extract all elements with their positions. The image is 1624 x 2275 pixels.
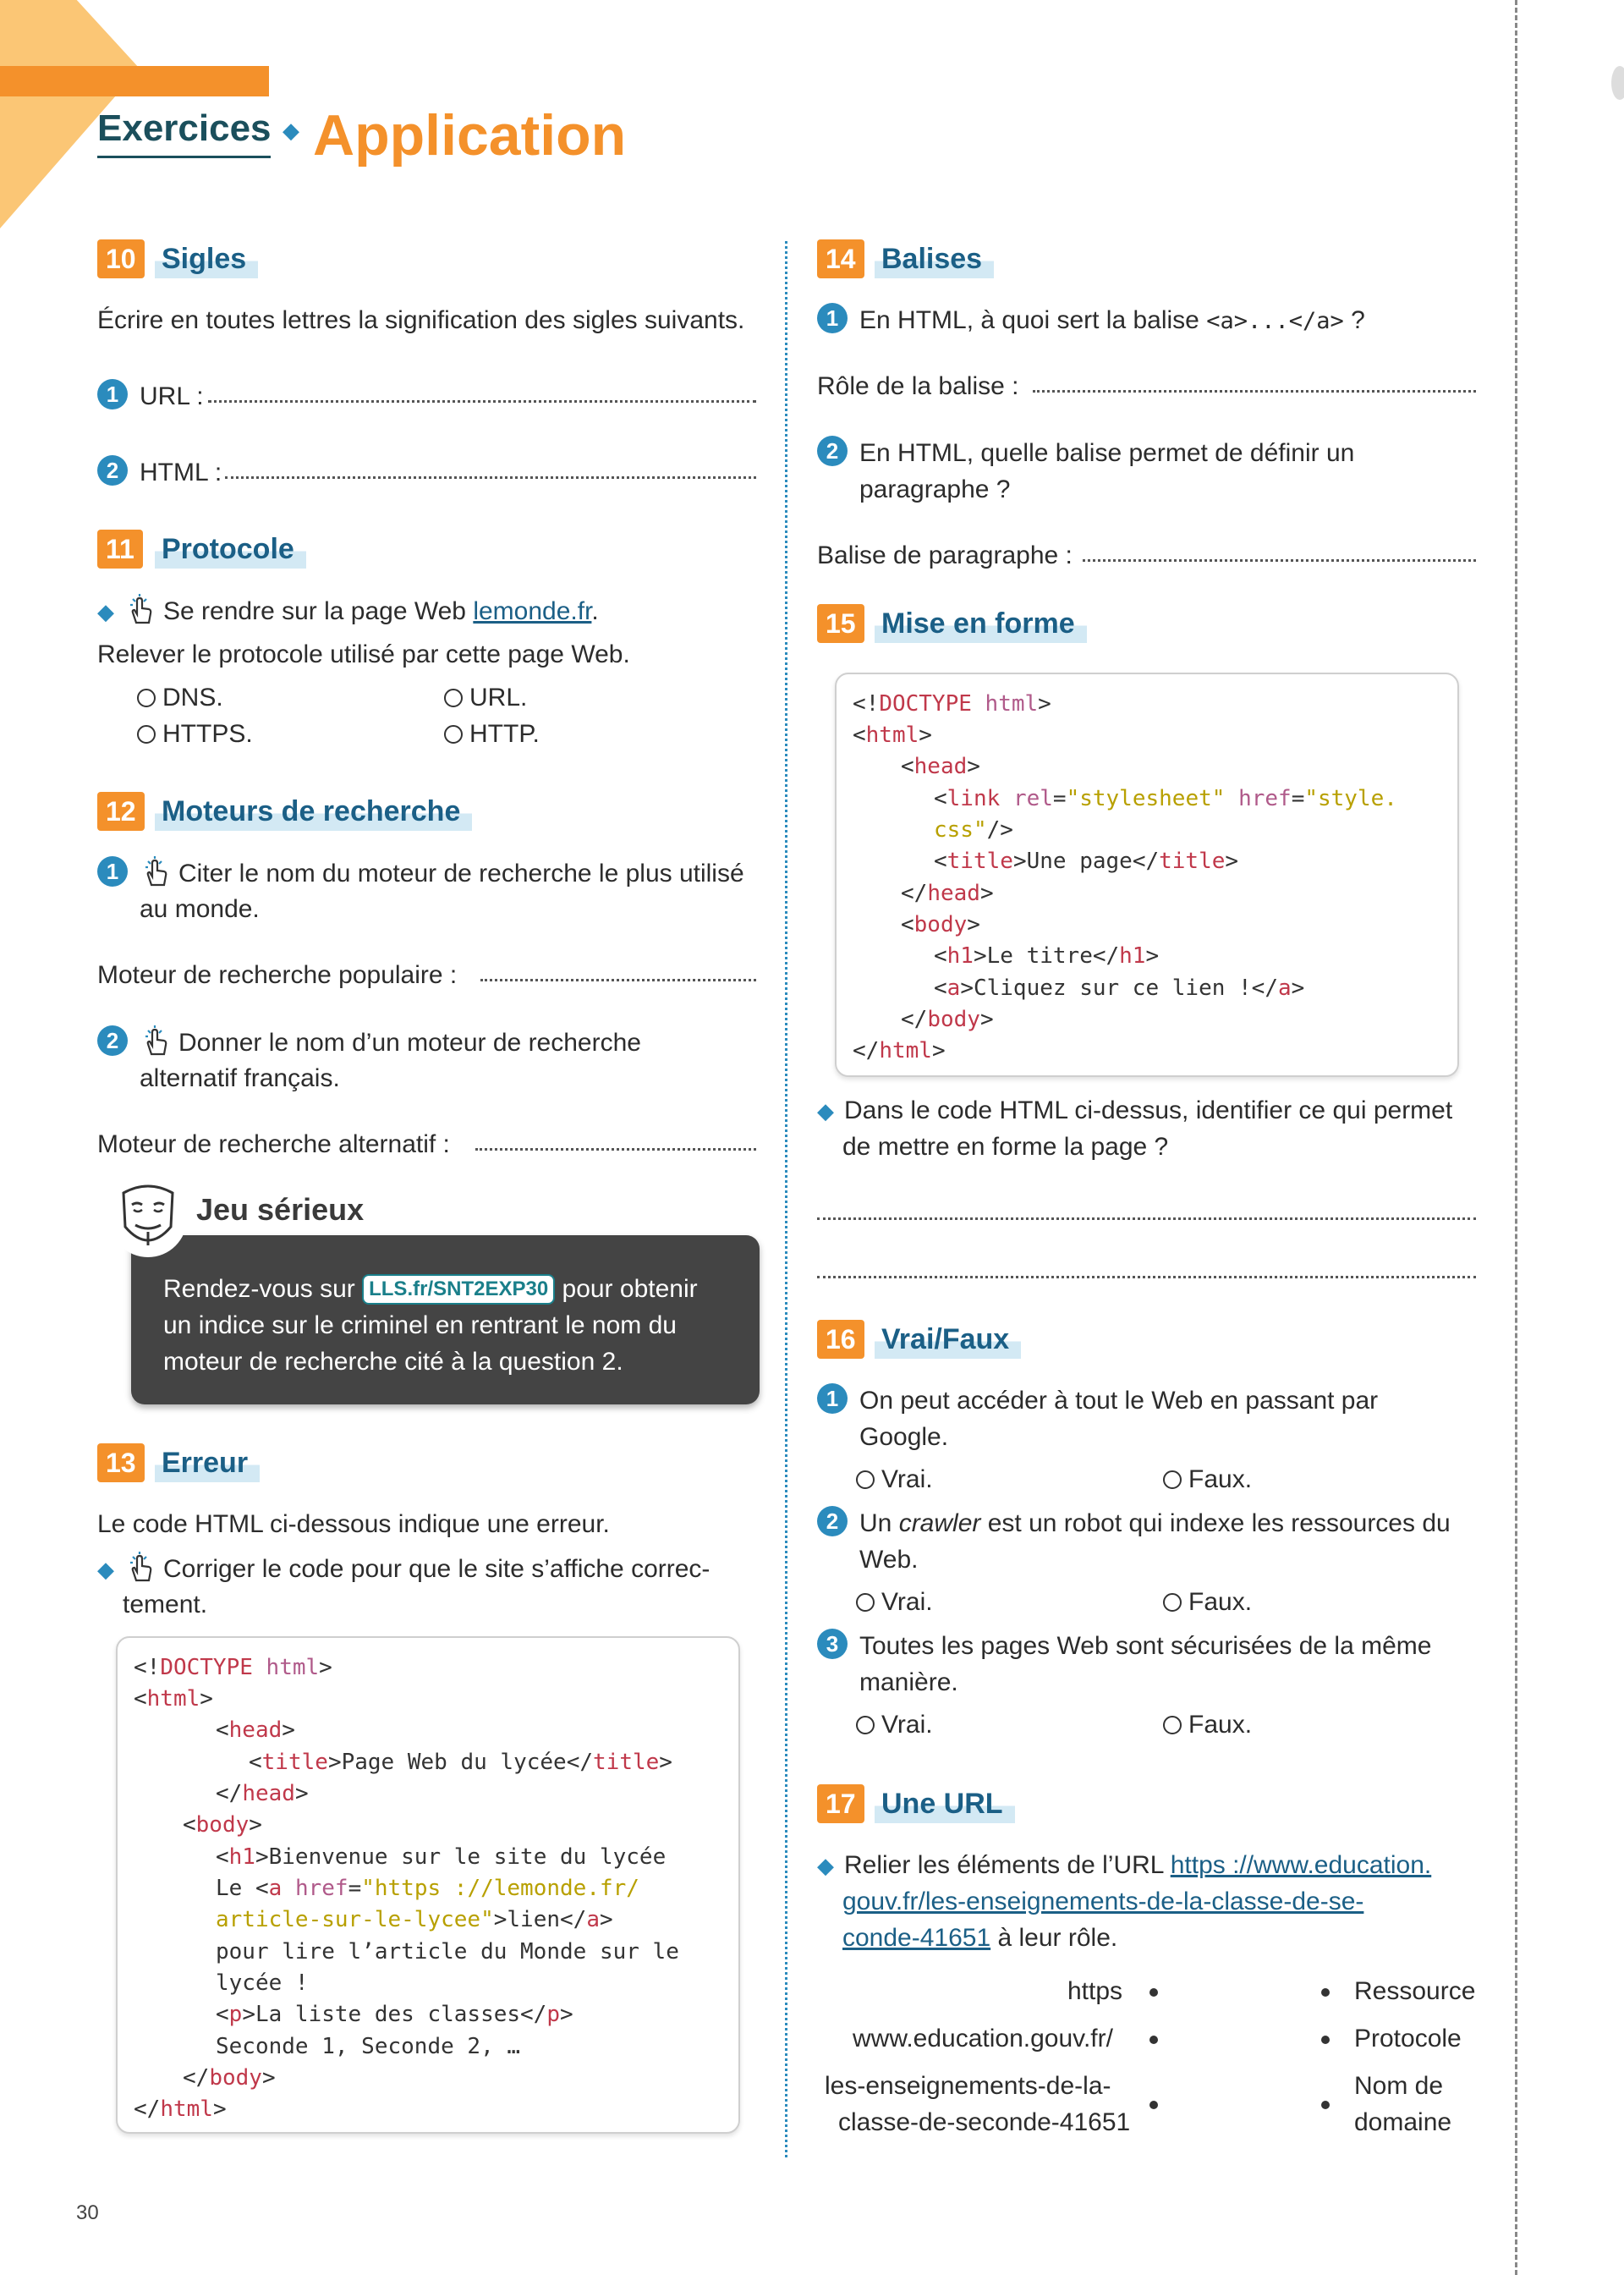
edge-mark (1611, 66, 1624, 100)
question-number: 2 (817, 436, 848, 466)
exercise-badge-11: 11 (97, 530, 143, 569)
code-line: </html> (853, 1038, 946, 1063)
ex10-q1-label: URL : (140, 382, 204, 410)
faux-option-q1[interactable]: Faux. (1163, 1461, 1252, 1497)
ex17-question: ◆ Relier les éléments de l’URL https ://www.education. (817, 1851, 1432, 1879)
match-right-protocole: Protocole (1354, 2025, 1462, 2052)
ex12-q2-cont: alternatif français. (140, 1064, 340, 1092)
exercise-badge-16: 16 (817, 1320, 864, 1359)
code-line: <html> (134, 1686, 213, 1712)
ex11-period: . (591, 597, 599, 625)
question-number: 1 (97, 856, 128, 887)
code-line: <title>Une page</title> (934, 849, 1239, 874)
match-dot-left[interactable] (1149, 1988, 1158, 1997)
code-line: </body> (901, 1007, 994, 1032)
question-number: 3 (817, 1629, 848, 1659)
ex14-q1-text: En HTML, à quoi sert la balise (859, 306, 1207, 334)
serious-game-text: pour obtenir (555, 1275, 698, 1303)
exercise-badge-12: 12 (97, 792, 145, 831)
vrai-option-q2[interactable]: Vrai. (856, 1584, 933, 1620)
exercise-title-15: Mise en forme (875, 604, 1087, 643)
header-bar (0, 66, 269, 96)
match-dot-left[interactable] (1149, 2101, 1158, 2109)
url-link[interactable]: https ://www.education. (1170, 1851, 1432, 1879)
diamond-icon: ◆ (817, 1098, 834, 1124)
column-divider (785, 241, 787, 2157)
exercise-title-12: Moteurs de recherche (155, 792, 472, 831)
diamond-icon: ◆ (283, 118, 299, 143)
serious-game-title: Jeu sérieux (196, 1192, 365, 1227)
code-line: <head> (216, 1717, 295, 1743)
code-line: Le <a href="https ://lemonde.fr/ (216, 1876, 639, 1901)
code-inline-a: <a>...</a> (1206, 308, 1344, 334)
exercise-title-10: Sigles (155, 239, 258, 278)
serious-game-line1 (163, 1271, 698, 1307)
match-dot-right[interactable] (1321, 2036, 1330, 2044)
question-number: 2 (817, 1506, 848, 1536)
ex13-line1: Le code HTML ci-dessous indique une erreur. (97, 1510, 610, 1538)
ex13-instruction (97, 1550, 710, 1588)
radio-button[interactable] (1163, 1470, 1182, 1489)
radio-button[interactable] (137, 689, 156, 707)
ex16-q3-cont: manière. (859, 1668, 958, 1696)
ex15-question-text: Dans le code HTML ci-dessus, identifier ce qui permet (844, 1096, 1453, 1124)
answer-line-paragraph-tag[interactable] (1083, 535, 1476, 562)
ex12-q2 (97, 1024, 641, 1061)
code-line: <body> (901, 912, 980, 937)
question-number: 1 (817, 1383, 848, 1414)
option-label: URL. (469, 684, 528, 712)
answer-line-popular-engine[interactable] (480, 954, 756, 981)
link-lemonde[interactable]: lemonde.fr (473, 597, 592, 625)
page-margin-line (1515, 0, 1517, 2275)
code-line: </html> (134, 2096, 227, 2122)
code-line: </head> (901, 881, 994, 906)
ex10-q2-label: HTML : (140, 459, 222, 486)
radio-button[interactable] (444, 725, 463, 744)
exercise-title-14: Balises (875, 239, 994, 278)
radio-button[interactable] (856, 1716, 875, 1734)
ex16-q1-cont: Google. (859, 1423, 949, 1451)
option-label: HTTP. (469, 720, 540, 748)
code-line: <!DOCTYPE html> (134, 1655, 332, 1680)
ex16-q3: 3 Toutes les pages Web sont sécurisées de la même (817, 1628, 1431, 1664)
ex14-ans1-label: Rôle de la balise : (817, 372, 1019, 400)
match-dot-right[interactable] (1321, 2101, 1330, 2109)
lls-link-pill[interactable]: LLS.fr/SNT2EXP30 (362, 1274, 555, 1305)
ex12-q1-cont: au monde. (140, 895, 260, 923)
answer-line-1[interactable] (817, 1195, 1476, 1220)
exercise-title-16: Vrai/Faux (875, 1320, 1021, 1359)
ex16-q2-cont: Web. (859, 1546, 919, 1574)
code-line: <h1>Le titre</h1> (934, 943, 1160, 969)
ex11-line2: Relever le protocole utilisé par cette page Web. (97, 640, 630, 668)
answer-line-url[interactable] (208, 376, 756, 403)
ex11-instruction (97, 592, 599, 630)
code-line: <head> (901, 754, 980, 779)
ex14-ans2-label: Balise de paragraphe : (817, 541, 1073, 569)
option-https[interactable] (137, 716, 253, 752)
question-number: 2 (97, 1025, 128, 1056)
header-application: Application (313, 103, 627, 168)
answer-line-alt-engine[interactable] (475, 1124, 756, 1151)
code-line: <h1>Bienvenue sur le site du lycée (216, 1844, 667, 1870)
option-url[interactable] (444, 679, 527, 716)
ex17-question-cont (842, 1883, 1363, 1920)
radio-button[interactable] (444, 689, 463, 707)
faux-option-q3[interactable]: Faux. (1163, 1706, 1252, 1743)
match-dot-left[interactable] (1149, 2036, 1158, 2044)
question-number: 1 (817, 303, 848, 333)
exercise-badge-13: 13 (97, 1443, 145, 1482)
code-line: Seconde 1, Seconde 2, … (216, 2034, 521, 2059)
option-label: HTTPS. (162, 720, 253, 748)
exercise-badge-14: 14 (817, 239, 864, 278)
match-left-domain: www.education.gouv.fr/ (853, 2025, 1113, 2052)
serious-game-line2: un indice sur le criminel en rentrant le nom du (163, 1311, 677, 1339)
code-line: lycée ! (216, 1970, 309, 1996)
code-line: <p>La liste des classes</p> (216, 2002, 573, 2027)
ex10-q1 (97, 378, 204, 415)
exercise-title-11: Protocole (155, 530, 306, 569)
match-left-resource-1: les-enseignements-de-la- (825, 2072, 1111, 2100)
faux-option-q2[interactable]: Faux. (1163, 1584, 1252, 1620)
answer-line-tag-role[interactable] (1033, 365, 1476, 393)
match-dot-right[interactable] (1321, 1988, 1330, 1997)
match-left-resource-2: classe-de-seconde-41651 (838, 2108, 1131, 2136)
ex15-question-cont: de mettre en forme la page ? (842, 1133, 1169, 1161)
hand-click-icon (140, 1024, 173, 1058)
radio-button[interactable] (1163, 1716, 1182, 1734)
ex12-q2-text: Donner le nom d’un moteur de recherche (178, 1029, 641, 1057)
ex16-q1 (817, 1382, 1378, 1419)
code-line: <link rel="stylesheet" href="style. (934, 786, 1397, 811)
ex14-q1 (817, 302, 1365, 339)
exercise-badge-15: 15 (817, 604, 864, 643)
code-line: </head> (216, 1781, 309, 1806)
exercise-badge-10: 10 (97, 239, 145, 278)
radio-button[interactable] (1163, 1593, 1182, 1612)
radio-button[interactable] (856, 1470, 875, 1489)
ex14-q2-text: En HTML, quelle balise permet de définir un (859, 439, 1355, 467)
code-line: <title>Page Web du lycée</title> (249, 1750, 672, 1775)
match-right-domaine: domaine (1354, 2108, 1452, 2136)
code-line: <a>Cliquez sur ce lien !</a> (934, 975, 1305, 1001)
ex12-q1 (97, 854, 744, 892)
exercise-badge-17: 17 (817, 1784, 864, 1823)
ex10-q2 (97, 454, 222, 491)
ex14-q1-end: ? (1343, 306, 1365, 334)
match-right-nom: Nom de (1354, 2072, 1444, 2100)
serious-game-line3: moteur de recherche cité à la question 2. (163, 1348, 623, 1376)
ex11-instruction-text: Se rendre sur la page Web (163, 597, 474, 625)
option-http[interactable] (444, 716, 540, 752)
ex16-q2: 2 Un crawler est un robot qui indexe les ressources du (817, 1505, 1451, 1541)
ex12-ans1-label: Moteur de recherche populaire : (97, 961, 458, 989)
code-line: <html> (853, 723, 932, 748)
radio-button[interactable] (856, 1593, 875, 1612)
hand-click-icon (140, 854, 173, 888)
question-number: 1 (97, 379, 128, 409)
question-number: 2 (97, 455, 128, 486)
vrai-option-q1[interactable]: Vrai. (856, 1461, 933, 1497)
option-dns[interactable] (137, 679, 223, 716)
match-right-ressource: Ressource (1354, 1977, 1476, 2005)
ex15-question (817, 1092, 1452, 1129)
ex13-instruction-text: Corriger le code pour que le site s’affiche correc- (163, 1555, 710, 1583)
serious-game-text: Rendez-vous sur (163, 1275, 363, 1303)
url-link[interactable]: conde-41651 (842, 1924, 991, 1952)
answer-line-html[interactable] (225, 452, 756, 479)
anonymous-mask-icon (108, 1176, 188, 1261)
hand-click-icon (124, 592, 158, 626)
diamond-icon: ◆ (817, 1853, 834, 1878)
code-line: css"/> (934, 817, 1013, 843)
diamond-icon: ◆ (97, 599, 114, 624)
code-line: <body> (183, 1812, 262, 1838)
header-exercices: Exercices (97, 107, 272, 149)
exercise-title-13: Erreur (155, 1443, 260, 1482)
url-link[interactable]: gouv.fr/les-enseignements-de-la-classe-de-se- (842, 1888, 1364, 1915)
crawler-term: crawler (898, 1509, 981, 1537)
exercise-title-17: Une URL (875, 1784, 1015, 1823)
answer-line-2[interactable] (817, 1253, 1476, 1278)
ex14-q2 (817, 435, 1354, 471)
option-label: DNS. (162, 684, 223, 712)
code-line: article-sur-le-lycee">lien</a> (216, 1907, 613, 1932)
ex10-prompt: Écrire en toutes lettres la signification des sigles suivants. (97, 306, 745, 334)
radio-button[interactable] (137, 725, 156, 744)
header-underline (97, 156, 271, 158)
diamond-icon: ◆ (97, 1557, 114, 1582)
ex13-instruction-cont: tement. (123, 1591, 208, 1618)
code-line: <!DOCTYPE html> (853, 691, 1051, 717)
code-line: </body> (183, 2065, 276, 2091)
ex12-q1-text: Citer le nom du moteur de recherche le plus utilisé (178, 860, 744, 887)
match-left-https: https (1067, 1977, 1123, 2005)
ex12-ans2-label: Moteur de recherche alternatif : (97, 1130, 450, 1158)
ex16-q1-text: On peut accéder à tout le Web en passant par (859, 1387, 1379, 1415)
page-number: 30 (76, 2201, 99, 2224)
ex14-q2-cont: paragraphe ? (859, 475, 1011, 503)
code-line: pour lire l’article du Monde sur le (216, 1939, 679, 1965)
ex17-question-cont2: conde-41651 à leur rôle. (842, 1924, 1118, 1952)
vrai-option-q3[interactable]: Vrai. (856, 1706, 933, 1743)
hand-click-icon (124, 1550, 158, 1584)
